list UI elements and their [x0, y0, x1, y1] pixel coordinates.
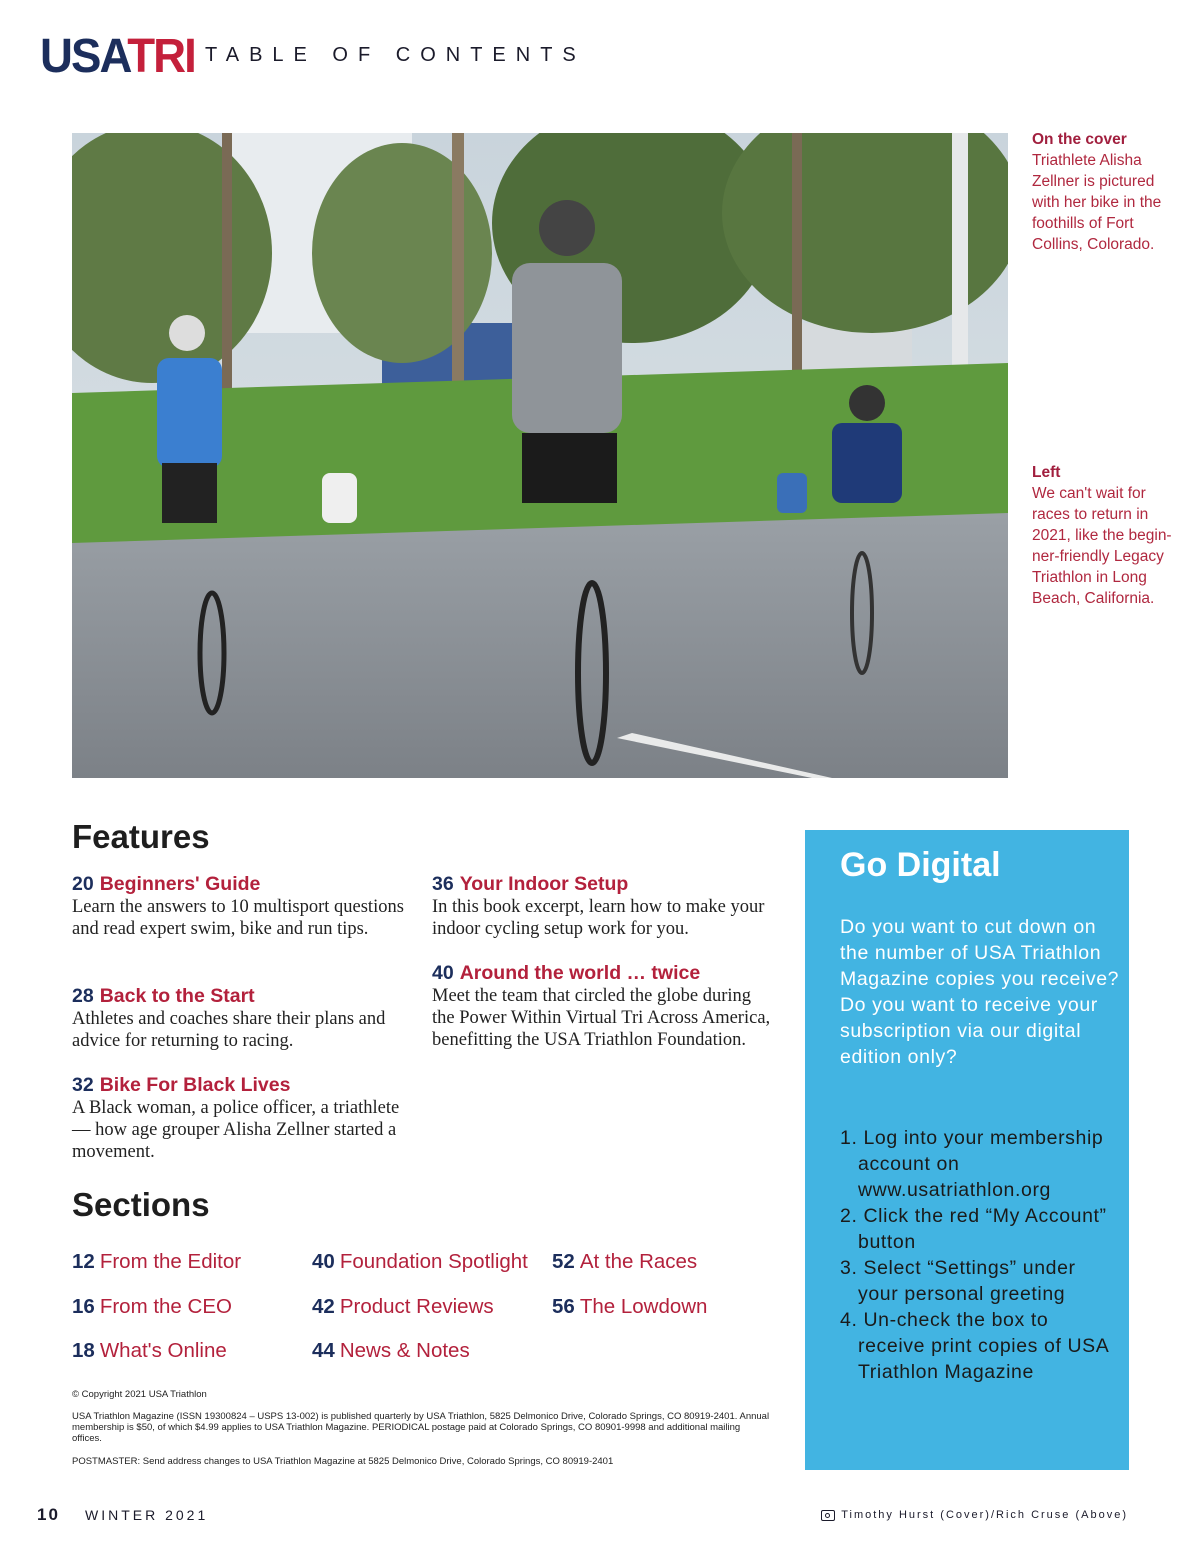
section-item[interactable] [312, 1295, 494, 1319]
sections-heading: Sections [72, 1186, 210, 1223]
feature-title: Back to the Start [99, 985, 255, 1007]
section-label: The Lowdown [579, 1295, 708, 1318]
section-label: Foundation Spotlight [339, 1250, 528, 1273]
feature-title: Your Indoor Setup [459, 873, 629, 895]
logo-tri: TRI [127, 30, 195, 83]
copyright-notice: © Copyright 2021 USA Triathlon [72, 1389, 207, 1400]
feature-description: A Black woman, a police officer, a triathlete — how age grouper Alisha Zellner started a movement. [72, 1098, 400, 1162]
section-item[interactable] [312, 1339, 470, 1363]
photo-caption-left [1032, 462, 1172, 609]
publication-notice: USA Triathlon Magazine (ISSN 19300824 – USPS 13-002) is published quarterly by USA Triathlon, 5825 Delmonico Drive, Colorado Springs, CO 80919-2401. Annual membership is $50, of which $4.99 applies to USA Triathlon Magazine. PERIODICAL postage paid at Colorado Springs, CO 80901-9998 and additional mailing offices. [72, 1411, 770, 1444]
photo-credit [821, 1509, 1128, 1521]
photo-credit-text: Timothy Hurst (Cover)/Rich Cruse (Above) [841, 1509, 1128, 1521]
step-item: 4. Un-check the box to receive print copies of USA Triathlon Magazine [840, 1309, 1109, 1383]
feature-item[interactable] [432, 961, 772, 1051]
page-number: 10 [37, 1505, 60, 1524]
postmaster-notice: POSTMASTER: Send address changes to USA Triathlon Magazine at 5825 Delmonico Drive, Colorado Springs, CO 80919-2401 [72, 1456, 614, 1467]
section-page-number: 52 [552, 1250, 575, 1273]
go-digital-steps [840, 1125, 1120, 1385]
feature-page-number: 28 [72, 985, 94, 1007]
feature-page-number: 20 [72, 873, 94, 895]
feature-item[interactable] [72, 984, 412, 1052]
section-item[interactable] [72, 1339, 227, 1363]
section-item[interactable] [72, 1250, 241, 1274]
section-item[interactable] [72, 1295, 232, 1319]
section-label: What's Online [99, 1339, 227, 1362]
cover-caption-text: Triathlete Alisha Zellner is pictured with her bike in the foothills of Fort Collins, Colorado. [1032, 152, 1162, 253]
feature-item[interactable] [72, 872, 412, 940]
step-item: 1. Log into your membership account on www.usatriathlon.org [840, 1127, 1104, 1201]
feature-description: Learn the answers to 10 multisport questions and read expert swim, bike and run tips. [72, 897, 404, 939]
section-page-number: 56 [552, 1295, 575, 1318]
feature-title: Around the world … twice [459, 962, 701, 984]
section-page-number: 42 [312, 1295, 335, 1318]
feature-title: Bike For Black Lives [99, 1074, 291, 1096]
section-page-number: 40 [312, 1250, 335, 1273]
left-caption-text: We can't wait for races to return in 2021, like the begin-ner-friendly Legacy Triathlon in Long Beach, California. [1032, 485, 1172, 607]
feature-item[interactable] [72, 1073, 412, 1163]
section-label: News & Notes [339, 1339, 470, 1362]
section-page-number: 18 [72, 1339, 95, 1362]
feature-page-number: 36 [432, 873, 454, 895]
go-digital-box [805, 830, 1129, 1470]
feature-item[interactable] [432, 872, 772, 940]
section-label: Product Reviews [339, 1295, 494, 1318]
section-label: From the CEO [99, 1295, 232, 1318]
section-page-number: 16 [72, 1295, 95, 1318]
section-item[interactable] [552, 1295, 707, 1319]
cover-photo-cyclists [72, 133, 1008, 778]
feature-description: Athletes and coaches share their plans and advice for returning to racing. [72, 1009, 386, 1051]
section-label: At the Races [579, 1250, 698, 1273]
feature-title: Beginners' Guide [99, 873, 261, 895]
section-page-number: 12 [72, 1250, 95, 1273]
go-digital-heading: Go Digital [840, 846, 1001, 884]
logo-usa: USA [40, 30, 128, 83]
section-item[interactable] [312, 1250, 528, 1274]
section-label: From the Editor [99, 1250, 242, 1273]
cover-caption [1032, 129, 1172, 255]
feature-description: In this book excerpt, learn how to make your indoor cycling setup work for you. [432, 897, 765, 939]
step-item: 3. Select “Settings” under your personal greeting [840, 1257, 1076, 1305]
features-heading: Features [72, 818, 210, 855]
usatri-logo [40, 32, 195, 82]
left-caption-heading: Left [1032, 464, 1061, 481]
go-digital-intro: Do you want to cut down on the number of USA Triathlon Magazine copies you receive? Do you want to receive your subscription via our digital edition only? [840, 916, 1120, 1068]
cover-caption-heading: On the cover [1032, 131, 1127, 148]
feature-page-number: 32 [72, 1074, 94, 1096]
issue-date: WINTER 2021 [85, 1507, 209, 1523]
camera-icon [821, 1510, 835, 1521]
step-item: 2. Click the red “My Account” button [840, 1205, 1107, 1253]
page-title: TABLE OF CONTENTS [205, 44, 586, 66]
feature-page-number: 40 [432, 962, 454, 984]
section-page-number: 44 [312, 1339, 335, 1362]
feature-description: Meet the team that circled the globe during the Power Within Virtual Tri Across America, benefitting the USA Triathlon Foundation. [432, 986, 771, 1050]
section-item[interactable] [552, 1250, 697, 1274]
